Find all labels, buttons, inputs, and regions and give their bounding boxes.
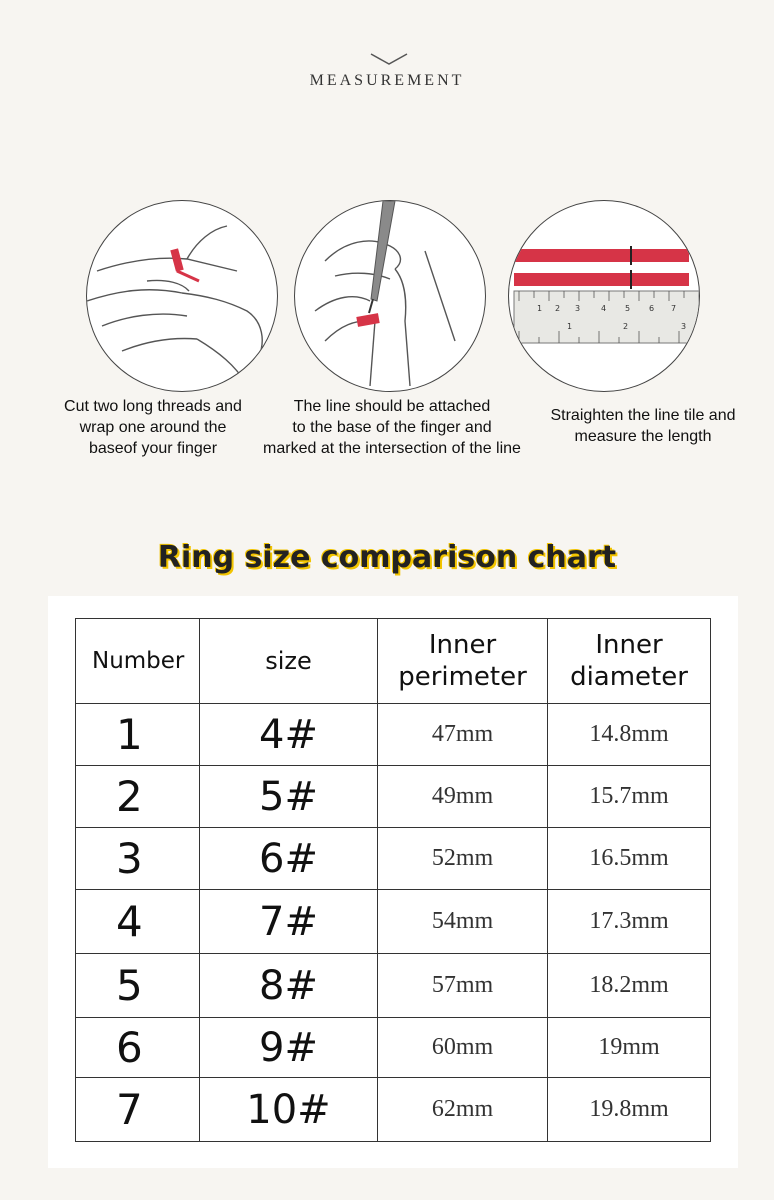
row-inner-perimeter: 47mm: [378, 704, 548, 766]
row-inner-diameter: 15.7mm: [548, 766, 711, 828]
table-row: [76, 1018, 711, 1078]
ruler-top-number: 4: [601, 304, 607, 313]
row-number: 2: [76, 766, 200, 828]
chart-title: Ring size comparison chart: [157, 540, 617, 575]
row-inner-diameter: 16.5mm: [548, 828, 711, 890]
table-row: [76, 828, 711, 890]
ruler-bottom-number: 2: [623, 322, 629, 331]
row-size: 7#: [200, 890, 378, 954]
table-row: [76, 766, 711, 828]
row-size: 6#: [200, 828, 378, 890]
ruler-top-number: 5: [625, 304, 631, 313]
row-inner-diameter: 19.8mm: [548, 1078, 711, 1142]
row-inner-diameter: 17.3mm: [548, 890, 711, 954]
table-header-row: [76, 619, 711, 704]
row-number: 3: [76, 828, 200, 890]
step-3-text: Straighten the line tile and measure the length: [550, 407, 736, 445]
ruler-top-number: 2: [555, 304, 561, 313]
step-2-text: The line should be attached to the base of the finger and marked at the intersection of the line: [263, 398, 521, 457]
row-number: 4: [76, 890, 200, 954]
row-size: 4#: [200, 704, 378, 766]
chevron-down-icon: [370, 52, 408, 66]
table-row: [76, 954, 711, 1018]
row-size: 8#: [200, 954, 378, 1018]
ruler-bottom-number: 1: [567, 322, 573, 331]
ruler-top-number: 7: [671, 304, 677, 313]
row-inner-perimeter: 52mm: [378, 828, 548, 890]
row-size: 9#: [200, 1018, 378, 1078]
ring-size-table: [75, 618, 711, 1142]
row-number: 6: [76, 1018, 200, 1078]
row-number: 7: [76, 1078, 200, 1142]
ruler-top-number: 3: [575, 304, 581, 313]
page-title: MEASUREMENT: [309, 72, 465, 89]
finger-mark-icon: [295, 201, 485, 391]
row-size: 5#: [200, 766, 378, 828]
header-inner-diameter: Inner diameter: [548, 619, 711, 704]
step-1-text: Cut two long threads and wrap one around the baseof your finger: [64, 398, 242, 457]
header-inner-perimeter: Inner perimeter: [378, 619, 548, 704]
step-2-illustration: [294, 200, 486, 392]
ruler-top-number: 1: [537, 304, 543, 313]
row-inner-perimeter: 60mm: [378, 1018, 548, 1078]
row-size: 10#: [200, 1078, 378, 1142]
row-inner-perimeter: 57mm: [378, 954, 548, 1018]
hand-thread-icon: [87, 201, 277, 391]
ruler-top-number: 6: [649, 304, 655, 313]
table-row: [76, 1078, 711, 1142]
row-inner-diameter: 19mm: [548, 1018, 711, 1078]
table-row: [76, 890, 711, 954]
row-inner-perimeter: 49mm: [378, 766, 548, 828]
step-3-illustration: [508, 200, 700, 392]
row-number: 1: [76, 704, 200, 766]
row-inner-perimeter: 54mm: [378, 890, 548, 954]
table-row: [76, 704, 711, 766]
row-number: 5: [76, 954, 200, 1018]
row-inner-diameter: 18.2mm: [548, 954, 711, 1018]
row-inner-diameter: 14.8mm: [548, 704, 711, 766]
header-number: Number: [76, 619, 200, 704]
row-inner-perimeter: 62mm: [378, 1078, 548, 1142]
ruler-bottom-number: 3: [681, 322, 687, 331]
step-1-illustration: [86, 200, 278, 392]
header-size: size: [200, 619, 378, 704]
ruler-icon: [509, 201, 699, 391]
